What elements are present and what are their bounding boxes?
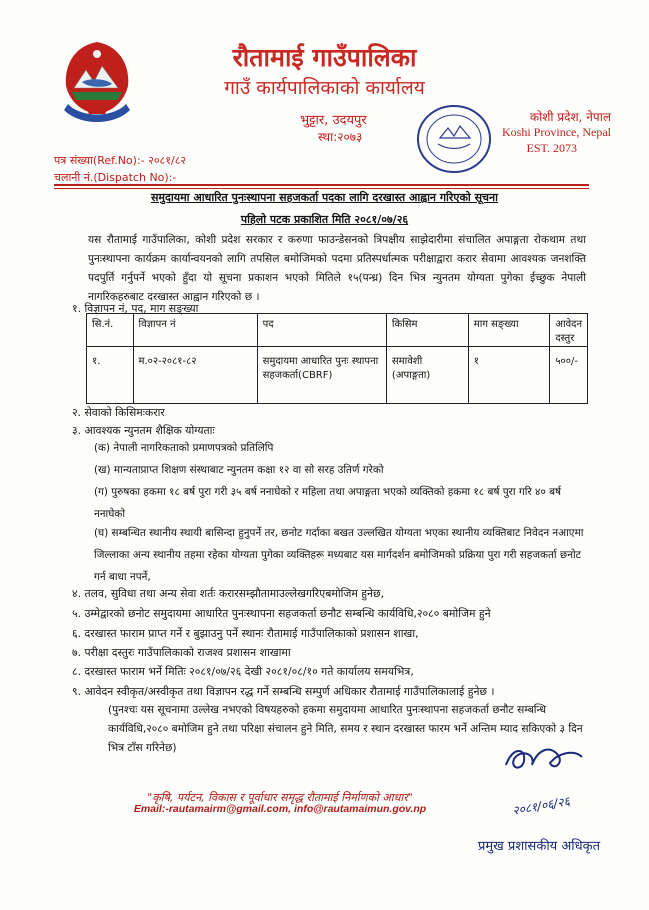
cell-fee: ५००/- bbox=[550, 347, 588, 404]
section-9: ९. आवेदन स्वीकृत/अस्वीकृत तथा विज्ञापन रद्ध गर्ने सम्बन्धि सम्पुर्ण अधिकार रौतामाई गाउँपालिकालाई हुनेछ । bbox=[72, 685, 495, 698]
section-1-label: १. विज्ञापन नं, पद, माग सङ्ख्या bbox=[72, 302, 199, 315]
handwritten-signature bbox=[498, 735, 588, 785]
col-fee: आवेदन दस्तुर bbox=[550, 314, 588, 347]
cell-demand: १ bbox=[468, 347, 550, 404]
office-subtitle: गाउँ कार्यपालिकाको कार्यालय bbox=[224, 77, 425, 99]
table-header-row bbox=[87, 314, 588, 347]
section-8: ८. दरखास्त फाराम भर्ने मितिः २०८१/०७/२६ देखी २०८१/०८/१० गते कार्यालय समयभित्र, bbox=[72, 665, 414, 678]
cell-type: समावेशी (अपाङ्गता) bbox=[386, 347, 468, 404]
qualification-item: (ख) मान्यताप्राप्त शिक्षण संस्थाबाट न्युनतम कक्षा १२ वा सो सरह उतिर्ण गरेको bbox=[94, 464, 384, 476]
cell-ad-no: म.०२-२०८१-८२ bbox=[133, 347, 257, 404]
municipality-title: रौतामाई गाउँपालिका bbox=[232, 43, 417, 72]
table-row bbox=[87, 347, 588, 404]
section-6: ६. दरखास्त फाराम प्राप्त गर्ने र बुझाउनु पर्ने स्थानः रौतामाई गाउँपालिकाको प्रशासन शाखा, bbox=[72, 627, 419, 640]
published-date: पहिलो पटक प्रकाशित मिति २०८१/०७/२६ bbox=[240, 213, 409, 226]
col-post: पद bbox=[257, 314, 386, 347]
notice-intro: यस रौतामाई गाउँपालिका, कोशी प्रदेश सरकार र करुणा फाउन्डेसनको त्रिपक्षीय साझेदारीमा संचालित अपाङ्गता रोकथाम तथा पुनःस्थापना कार्यक्रम कार्यान्वयनको लागि तपसिल बमोजिमको पदमा प्रतिस्पर्धात्मक परीक्षाद्वारा करार सेवामा आवश्यक जनशक्ति पदपुर्ति गर्नुपर्ने भएको हुँदा यो सूचना प्रकाशन भएको मितिले १५(पन्ध्र) दिन भित्र न्युनतम योग्यता पुगेका ईच्छुक नेपाली नागरिकहरुबाट दरखास्त आह्वान गरिएको छ । bbox=[88, 234, 586, 303]
section-2: २. सेवाको किसिमःकरार bbox=[72, 406, 165, 419]
province-en: Koshi Province, Nepal bbox=[502, 125, 611, 139]
established-np: स्था:२०७३ bbox=[318, 130, 363, 144]
office-seal bbox=[414, 102, 494, 176]
signature-date: २०८१/०६/२६ bbox=[511, 794, 571, 818]
cell-serial: १. bbox=[87, 347, 134, 404]
cell-post: समुदायमा आधारित पुनः स्थापना सहजकर्ता(CBRF) bbox=[257, 347, 386, 404]
office-address: भुट्टार, उदयपुर bbox=[300, 113, 367, 128]
dispatch-number: चलानी नं.(Dispatch No):- bbox=[54, 171, 177, 184]
col-serial: सि.नं. bbox=[87, 314, 134, 347]
qualification-item: (क) नेपाली नागरिकताको प्रमाणपत्रको प्रतिलिपि bbox=[94, 442, 274, 454]
postscript-note: (पुनश्चः यस सूचनामा उल्लेख नभएको विषयहरुको हकमा समुदायमा आधारित पुनःस्थापना सहजकर्ता छनौट सम्बन्धि कार्यविधि,२०८० बमोजिम हुने तथा परिक्षा संचालन हुने मिति, समय र स्थान दरखास्त फारम भर्ने अन्तिम म्याद सकिएको ३ दिन भित्र टाँस गरिनेछ) bbox=[108, 704, 583, 754]
section-3-label: ३. आवश्यक न्युनतम शैक्षिक योग्यताः bbox=[72, 424, 215, 437]
province-np: कोशी प्रदेश, नेपाल bbox=[529, 110, 611, 124]
section-5: ५. उम्मेद्वारको छनोट समुदायमा आधारित पुनःस्थापना सहजकर्ता छनौट सम्बन्धि कार्यविधि,२०८० बमोजिम हुने bbox=[72, 607, 491, 620]
footer-email: Email:-rautamairm@gmail.com, info@rautamaimun.gov.np bbox=[133, 803, 427, 815]
notice-heading: समुदायमा आधारित पुनःस्थापना सहजकर्ता पदका लागि दरखास्त आह्वान गरिएको सूचना bbox=[151, 191, 498, 204]
qualification-item: (ग) पुरुषका हकमा १८ बर्ष पुरा गरी ३५ बर्ष ननाघेको र महिला तथा अपाङ्गता भएको व्यक्तिको हकमा १८ बर्ष पुरा गरि ४० बर्ष ननाघेको bbox=[94, 486, 562, 520]
col-ad-no: विज्ञापन नं bbox=[133, 314, 257, 347]
section-4: ४. तलव, सुविधा तथा अन्य सेवा शर्तः करारसम्झौतामाउल्लेखगरिएबमोजिम हुनेछ, bbox=[72, 587, 385, 600]
established-en: EST. 2073 bbox=[526, 141, 577, 155]
footer-slogan: "कृषि, पर्यटन, विकास र पूर्वाधार समृद्ध रौतामाई निर्माणको आधार" bbox=[147, 791, 413, 804]
header-divider bbox=[54, 184, 589, 186]
signatory-title: प्रमुख प्रशासकीय अधिकृत bbox=[478, 839, 601, 854]
reference-number: पत्र संख्या(Ref.No):- २०८१/८२ bbox=[54, 154, 187, 167]
qualification-item: (घ) सम्बन्धित स्थानीय स्थायी बासिन्दा हुनुपर्ने तर, छनोट गर्दाका बखत उल्लखित योग्यता भएका स्थानीय व्यक्तिबाट निवेदन नआएमा जिल्लाका अन्य स्थानीय तहमा रहेका योग्यता पुगेका व्यक्तिहरू मध्यबाट यस मार्गदर्शन बमोजिमको प्रक्रिया पुरा गरी सहजकर्ता छनोट गर्न बाधा नपर्ने, bbox=[94, 527, 584, 583]
col-type: किसिम bbox=[386, 314, 468, 347]
header-divider-thin bbox=[54, 188, 589, 189]
col-demand: माग सङ्ख्या bbox=[468, 314, 550, 347]
vacancy-table bbox=[86, 313, 588, 404]
section-7: ७. परीक्षा दस्तुरः गाउँपालिकाको राजश्व प्रशासन शाखामा bbox=[72, 646, 291, 659]
